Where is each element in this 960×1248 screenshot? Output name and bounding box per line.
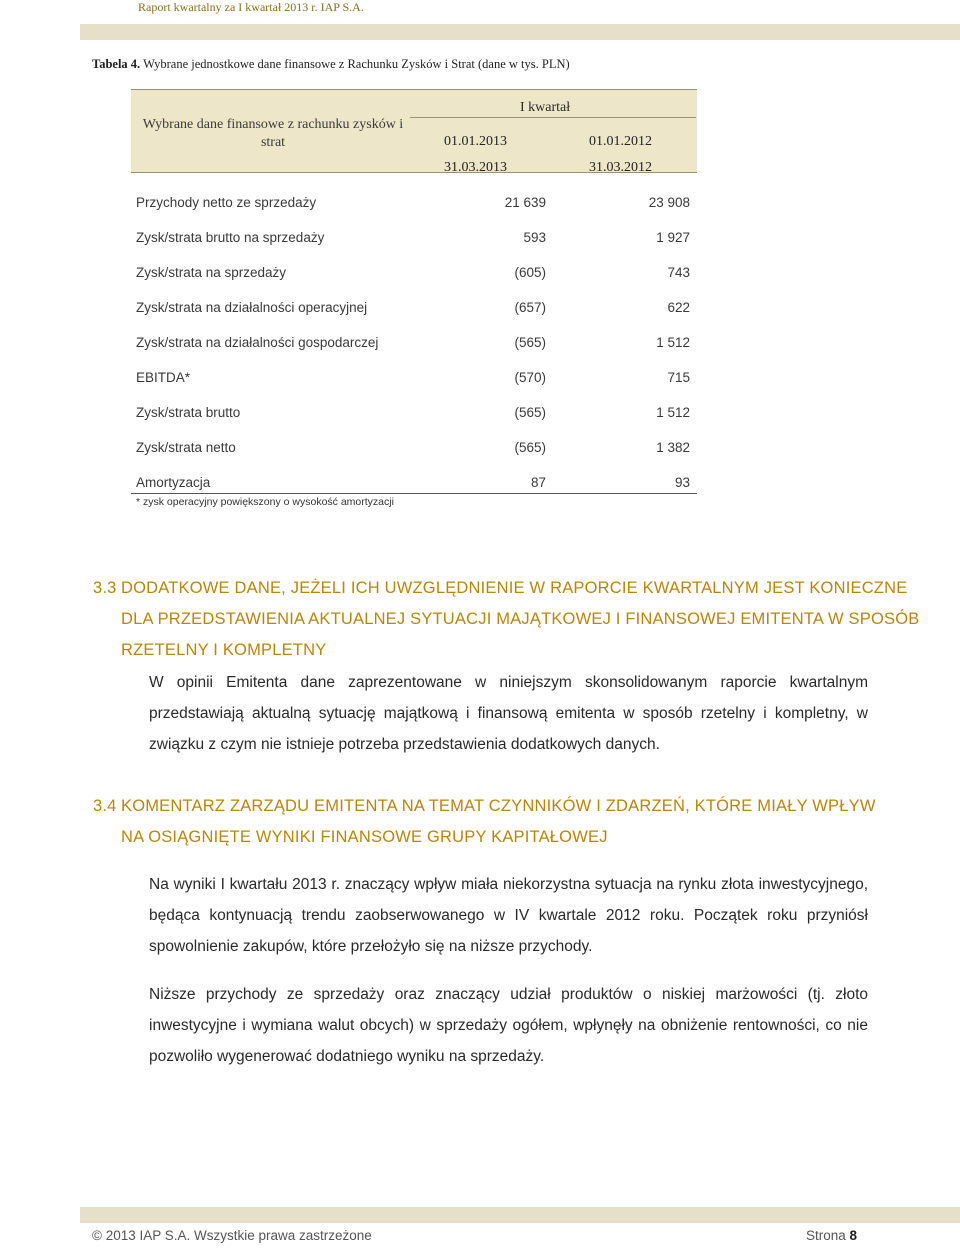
table-row <box>136 440 690 462</box>
row-label: Zysk/strata netto <box>136 440 236 455</box>
section-3-3-heading <box>93 573 919 666</box>
section-3-4-paragraph-1: Na wyniki I kwartału 2013 r. znaczący wpływ miała niekorzystna sytuacja na rynku złota inwestycyjnego, będąca kontynuacją trendu zaobserwowanego w IV kwartale 2012 roku. Początek roku przyniósł spowolnienie zakupów, które przełożyło się na niższe przychody. <box>149 876 868 955</box>
col2-from: 01.01.2012 <box>589 134 652 149</box>
section-number: 3.4 <box>93 797 117 815</box>
row-label: Zysk/strata na działalności gospodarczej <box>136 335 379 350</box>
row-label: Zysk/strata na sprzedaży <box>136 265 287 280</box>
table-header-col1 <box>444 129 507 181</box>
row-value-2013: 593 <box>523 230 546 245</box>
footer-page <box>806 1228 857 1243</box>
row-label: EBITDA* <box>136 370 191 385</box>
row-value-2012: 715 <box>667 370 690 385</box>
heading-line: KOMENTARZ ZARZĄDU EMITENTA NA TEMAT CZYNNIKÓW I ZDARZEŃ, KTÓRE MIAŁY WPŁYW <box>121 797 876 815</box>
heading-line: DLA PRZEDSTAWIENIA AKTUALNEJ SYTUACJI MAJĄTKOWEJ I FINANSOWEJ EMITENTA W SPOSÓB <box>121 610 920 628</box>
row-value-2012: 1 382 <box>656 440 690 455</box>
table-header-col2 <box>589 129 652 181</box>
row-value-2012: 622 <box>667 300 690 315</box>
table-row <box>136 300 690 322</box>
table-caption-text: Wybrane jednostkowe dane finansowe z Rachunku Zysków i Strat (dane w tys. PLN) <box>140 57 570 71</box>
col2-to: 31.03.2012 <box>589 160 652 175</box>
heading-line: DODATKOWE DANE, JEŻELI ICH UWZGLĘDNIENIE W RAPORCIE KWARTALNYM JEST KONIECZNE <box>121 579 908 597</box>
table-row <box>136 265 690 287</box>
page-header-title: Raport kwartalny za I kwartał 2013 r. IAP S.A. <box>138 0 364 14</box>
table-row <box>136 195 690 217</box>
row-label: Zysk/strata brutto na sprzedaży <box>136 230 325 245</box>
row-label: Zysk/strata na działalności operacyjnej <box>136 300 368 315</box>
row-label: Amortyzacja <box>136 475 211 490</box>
table-caption-number: Tabela 4. <box>92 57 141 71</box>
table-row <box>136 370 690 392</box>
table-caption <box>92 57 570 72</box>
row-value-2013: 21 639 <box>504 195 546 210</box>
row-value-2012: 93 <box>674 475 690 490</box>
section-number: 3.3 <box>93 579 117 597</box>
row-value-2013: (565) <box>514 405 546 420</box>
row-value-2013: (657) <box>514 300 546 315</box>
footer-copyright: © 2013 IAP S.A. Wszystkie prawa zastrzeżone <box>92 1228 372 1243</box>
table-bottom-rule <box>131 493 697 494</box>
col1-to: 31.03.2013 <box>444 160 507 175</box>
row-value-2013: (565) <box>514 440 546 455</box>
table-footnote: * zysk operacyjny powiększony o wysokość amortyzacji <box>136 496 394 508</box>
table-header-divider <box>410 117 696 118</box>
row-value-2013: (605) <box>514 265 546 280</box>
table-header-quarter: I kwartał <box>520 100 571 115</box>
row-value-2012: 743 <box>667 265 690 280</box>
row-value-2012: 1 927 <box>656 230 690 245</box>
row-label: Przychody netto ze sprzedaży <box>136 195 317 210</box>
section-3-4-heading <box>93 791 876 853</box>
footer-page-number: 8 <box>849 1228 857 1243</box>
col1-from: 01.01.2013 <box>444 134 507 149</box>
footer-page-label: Strona <box>805 1228 846 1243</box>
row-value-2013: (570) <box>514 370 546 385</box>
table-row <box>136 405 690 427</box>
table-header-title: Wybrane dane finansowe z rachunku zysków i strat <box>142 117 404 150</box>
section-3-3-paragraph: W opinii Emitenta dane zaprezentowane w niniejszym skonsolidowanym raporcie kwartalnym przedstawiają aktualną sytuację majątkową i finansową emitenta w sposób rzetelny i kompletny, w związku z czym nie istnieje potrzeba przedstawienia dodatkowych danych. <box>149 674 868 753</box>
heading-line: RZETELNY I KOMPLETNY <box>121 641 327 659</box>
row-value-2012: 1 512 <box>656 335 690 350</box>
header-rule <box>80 24 960 40</box>
footer-rule <box>80 1207 960 1223</box>
heading-line: NA OSIĄGNIĘTE WYNIKI FINANSOWE GRUPY KAPITAŁOWEJ <box>121 828 608 846</box>
row-value-2012: 23 908 <box>648 195 690 210</box>
row-value-2013: 87 <box>530 475 546 490</box>
section-3-4-paragraph-2: Niższe przychody ze sprzedaży oraz znaczący udział produktów o niskiej marżowości (tj. złoto inwestycyjne i wymiana walut obcych) w sprzedaży ogółem, wpłynęły na obniżenie rentowności, co nie pozwoliło wygenerować dodatniego wyniku na sprzedaży. <box>149 986 868 1065</box>
table-row <box>136 335 690 357</box>
row-value-2013: (565) <box>514 335 546 350</box>
row-label: Zysk/strata brutto <box>136 405 241 420</box>
row-value-2012: 1 512 <box>656 405 690 420</box>
table-row <box>136 230 690 252</box>
